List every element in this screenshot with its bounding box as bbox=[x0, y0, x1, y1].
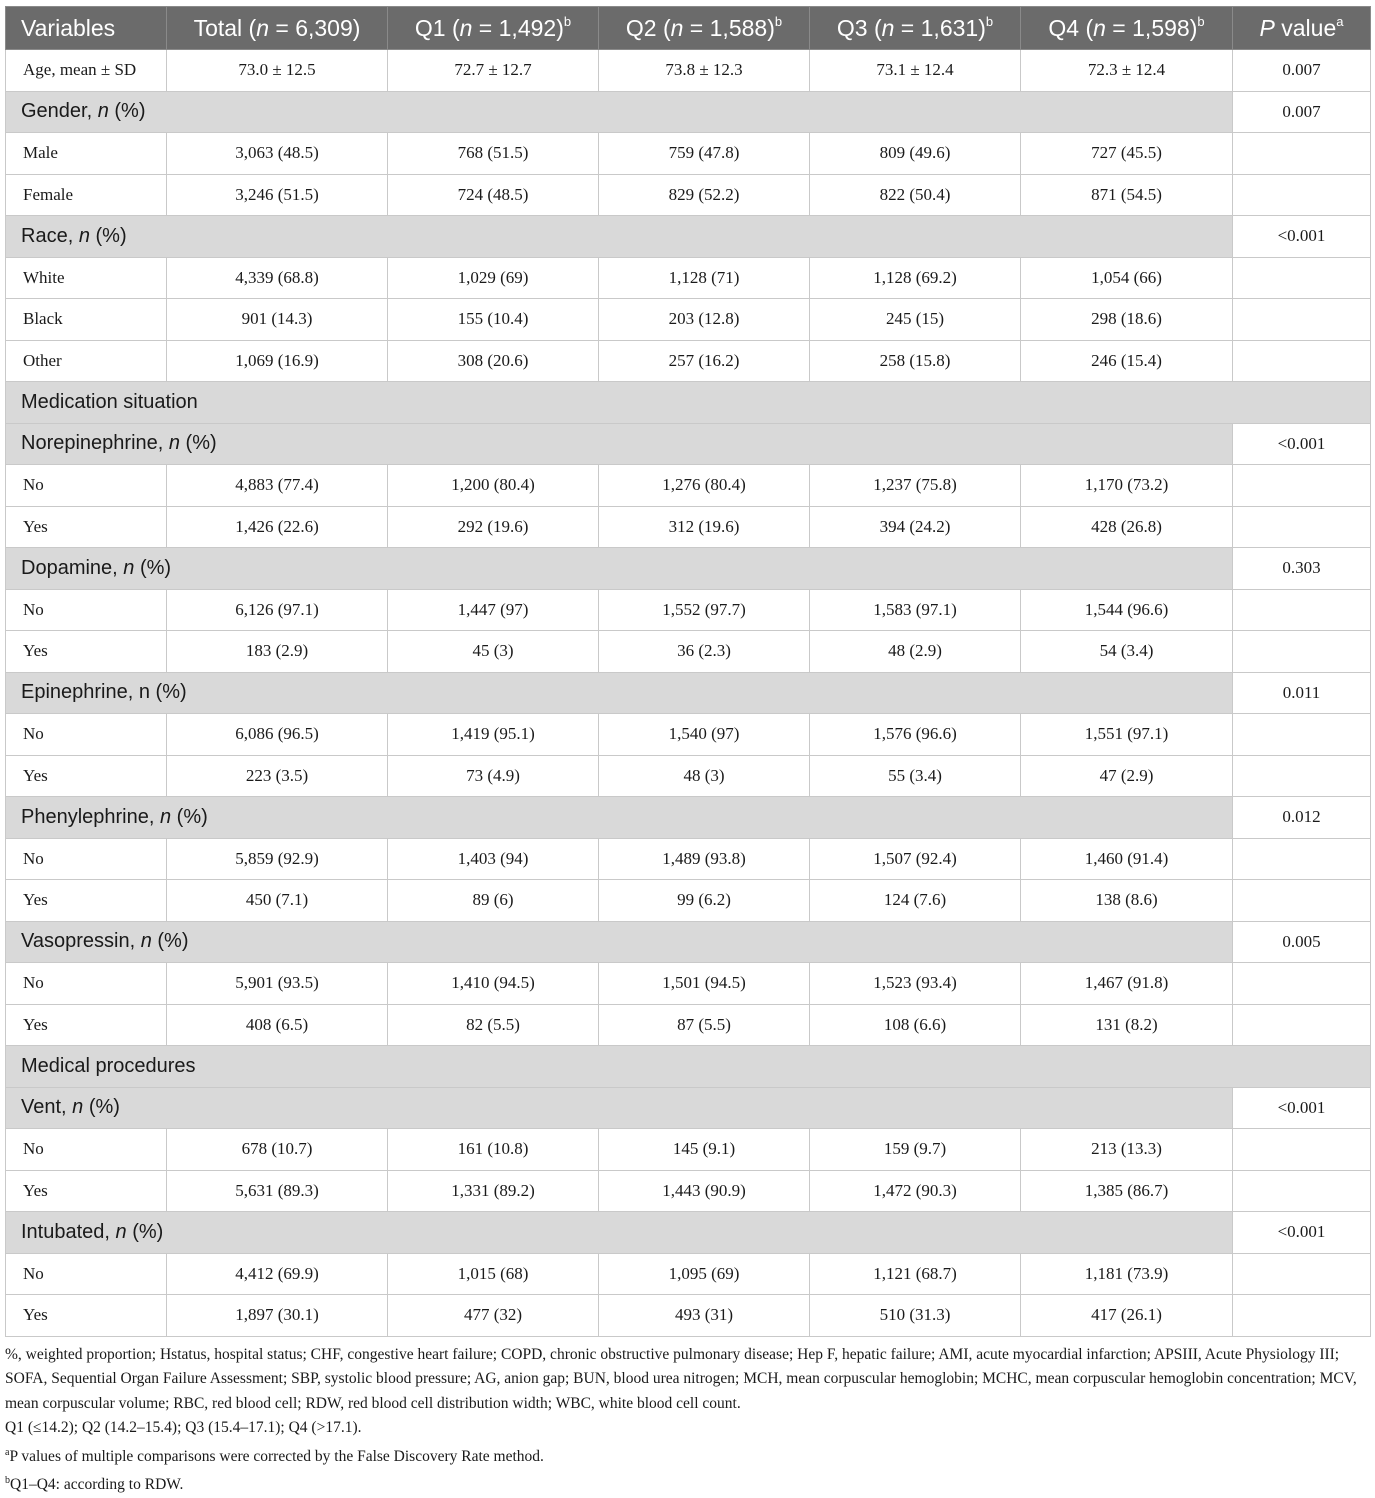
header-q3: Q3 (n = 1,631)$^b$ bbox=[810, 7, 1021, 50]
table-cell: 82 (5.5) bbox=[388, 1004, 599, 1046]
table-row bbox=[6, 340, 1371, 382]
table-cell: 183 (2.9) bbox=[167, 631, 388, 673]
table-cell bbox=[1233, 1129, 1371, 1171]
header-total: Total (n = 6,309) bbox=[167, 7, 388, 50]
table-cell bbox=[1233, 631, 1371, 673]
table-cell: 1,507 (92.4) bbox=[810, 838, 1021, 880]
table-cell: 759 (47.8) bbox=[599, 133, 810, 175]
table-cell: 1,029 (69) bbox=[388, 257, 599, 299]
row-label: No bbox=[6, 1253, 167, 1295]
table-cell: 1,544 (96.6) bbox=[1021, 589, 1233, 631]
footnote-abbreviations: %, weighted proportion; Hstatus, hospital status; CHF, congestive heart failure; COPD, chronic obstructive pulmonary disease; Hep F, hepatic failure; AMI, acute myocardial infarction; APSIII, Acute Physiology III; SOFA, Sequential Organ Failure Assessment; SBP, systolic blood pressure; AG, anion gap; BUN, blood urea nitrogen; MCH, mean corpuscular hemoglobin; MCHC, mean corpuscular hemoglobin concentration; MCV, mean corpuscular volume; RBC, red blood cell; RDW, red blood cell distribution width; WBC, white blood cell count. bbox=[5, 1345, 1357, 1412]
table-row bbox=[6, 714, 1371, 756]
table-cell: 871 (54.5) bbox=[1021, 174, 1233, 216]
row-label: Yes bbox=[6, 1295, 167, 1337]
category-banner-label: Medical procedures bbox=[6, 1046, 1371, 1088]
table-cell: 1,276 (80.4) bbox=[599, 465, 810, 507]
p-value-cell: 0.012 bbox=[1233, 797, 1371, 839]
table-cell: 1,489 (93.8) bbox=[599, 838, 810, 880]
table-cell bbox=[1233, 174, 1371, 216]
table-cell: 1,501 (94.5) bbox=[599, 963, 810, 1005]
p-value-cell: <0.001 bbox=[1233, 1087, 1371, 1129]
table-cell: 477 (32) bbox=[388, 1295, 599, 1337]
table-cell: 258 (15.8) bbox=[810, 340, 1021, 382]
table-row bbox=[6, 133, 1371, 175]
category-banner-row bbox=[6, 382, 1371, 424]
row-label: No bbox=[6, 1129, 167, 1171]
table-cell: 257 (16.2) bbox=[599, 340, 810, 382]
table-row bbox=[6, 50, 1371, 92]
table-cell: 1,181 (73.9) bbox=[1021, 1253, 1233, 1295]
table-row bbox=[6, 631, 1371, 673]
table-cell: 1,419 (95.1) bbox=[388, 714, 599, 756]
section-row bbox=[6, 423, 1371, 465]
table-cell: 809 (49.6) bbox=[810, 133, 1021, 175]
section-label: Vent, n (%) bbox=[6, 1087, 1233, 1129]
row-label: Yes bbox=[6, 1170, 167, 1212]
table-cell: 510 (31.3) bbox=[810, 1295, 1021, 1337]
row-label: Yes bbox=[6, 631, 167, 673]
header-q1: Q1 (n = 1,492)$^b$ bbox=[388, 7, 599, 50]
table-cell: 138 (8.6) bbox=[1021, 880, 1233, 922]
table-cell: 1,237 (75.8) bbox=[810, 465, 1021, 507]
table-cell: 450 (7.1) bbox=[167, 880, 388, 922]
row-label: No bbox=[6, 465, 167, 507]
table-cell: 108 (6.6) bbox=[810, 1004, 1021, 1046]
table-cell: 155 (10.4) bbox=[388, 299, 599, 341]
table-cell: 493 (31) bbox=[599, 1295, 810, 1337]
table-cell bbox=[1233, 589, 1371, 631]
p-value-cell: 0.007 bbox=[1233, 91, 1371, 133]
row-label: Female bbox=[6, 174, 167, 216]
table-cell: 1,069 (16.9) bbox=[167, 340, 388, 382]
table-row bbox=[6, 299, 1371, 341]
table-footnotes bbox=[5, 1343, 1370, 1498]
table-cell: 1,523 (93.4) bbox=[810, 963, 1021, 1005]
table-cell: 829 (52.2) bbox=[599, 174, 810, 216]
table-cell: 4,412 (69.9) bbox=[167, 1253, 388, 1295]
header-q2: Q2 (n = 1,588)$^b$ bbox=[599, 7, 810, 50]
header-variables: Variables bbox=[6, 7, 167, 50]
table-cell: 48 (2.9) bbox=[810, 631, 1021, 673]
table-cell: 1,331 (89.2) bbox=[388, 1170, 599, 1212]
table-cell: 408 (6.5) bbox=[167, 1004, 388, 1046]
row-label: No bbox=[6, 589, 167, 631]
table-cell: 131 (8.2) bbox=[1021, 1004, 1233, 1046]
p-value-cell: <0.001 bbox=[1233, 1212, 1371, 1254]
row-label: Age, mean ± SD bbox=[6, 50, 167, 92]
table-cell: 1,170 (73.2) bbox=[1021, 465, 1233, 507]
table-cell: 1,583 (97.1) bbox=[810, 589, 1021, 631]
table-row bbox=[6, 1170, 1371, 1212]
table-cell: 45 (3) bbox=[388, 631, 599, 673]
row-label: No bbox=[6, 963, 167, 1005]
p-value-cell: 0.303 bbox=[1233, 548, 1371, 590]
table-cell: 1,128 (69.2) bbox=[810, 257, 1021, 299]
table-cell: 6,126 (97.1) bbox=[167, 589, 388, 631]
table-cell: 822 (50.4) bbox=[810, 174, 1021, 216]
table-cell: 678 (10.7) bbox=[167, 1129, 388, 1171]
table-cell: 6,086 (96.5) bbox=[167, 714, 388, 756]
section-row bbox=[6, 548, 1371, 590]
header-q4: Q4 (n = 1,598)$^b$ bbox=[1021, 7, 1233, 50]
category-banner-label: Medication situation bbox=[6, 382, 1371, 424]
section-label: Phenylephrine, n (%) bbox=[6, 797, 1233, 839]
table-cell: 727 (45.5) bbox=[1021, 133, 1233, 175]
table-cell: 124 (7.6) bbox=[810, 880, 1021, 922]
table-cell: 1,897 (30.1) bbox=[167, 1295, 388, 1337]
table-cell: 54 (3.4) bbox=[1021, 631, 1233, 673]
table-cell: 203 (12.8) bbox=[599, 299, 810, 341]
section-label: Race, n (%) bbox=[6, 216, 1233, 258]
table-cell: 1,472 (90.3) bbox=[810, 1170, 1021, 1212]
table-cell: 724 (48.5) bbox=[388, 174, 599, 216]
table-row bbox=[6, 880, 1371, 922]
table-cell: 1,054 (66) bbox=[1021, 257, 1233, 299]
table-cell: 1,467 (91.8) bbox=[1021, 963, 1233, 1005]
table-cell: 1,385 (86.7) bbox=[1021, 1170, 1233, 1212]
section-row bbox=[6, 91, 1371, 133]
table-cell: 4,339 (68.8) bbox=[167, 257, 388, 299]
p-value-cell: 0.005 bbox=[1233, 921, 1371, 963]
table-header-row bbox=[6, 7, 1371, 50]
table-cell: 73.8 ± 12.3 bbox=[599, 50, 810, 92]
table-cell: 5,631 (89.3) bbox=[167, 1170, 388, 1212]
table-row bbox=[6, 1253, 1371, 1295]
row-label: Black bbox=[6, 299, 167, 341]
table-row bbox=[6, 963, 1371, 1005]
table-cell: 73 (4.9) bbox=[388, 755, 599, 797]
table-cell: 1,403 (94) bbox=[388, 838, 599, 880]
table-cell: 901 (14.3) bbox=[167, 299, 388, 341]
table-cell bbox=[1233, 963, 1371, 1005]
table-body bbox=[6, 50, 1371, 1337]
row-label: Other bbox=[6, 340, 167, 382]
table-cell: 245 (15) bbox=[810, 299, 1021, 341]
table-cell: 55 (3.4) bbox=[810, 755, 1021, 797]
table-cell: 417 (26.1) bbox=[1021, 1295, 1233, 1337]
table-row bbox=[6, 1004, 1371, 1046]
table-cell: 1,447 (97) bbox=[388, 589, 599, 631]
section-row bbox=[6, 797, 1371, 839]
table-cell: 1,200 (80.4) bbox=[388, 465, 599, 507]
table-cell: 246 (15.4) bbox=[1021, 340, 1233, 382]
row-label: Yes bbox=[6, 755, 167, 797]
table-cell bbox=[1233, 465, 1371, 507]
table-cell: 1,121 (68.7) bbox=[810, 1253, 1021, 1295]
table-cell: 213 (13.3) bbox=[1021, 1129, 1233, 1171]
row-label: No bbox=[6, 838, 167, 880]
table-row bbox=[6, 465, 1371, 507]
table-cell: 1,460 (91.4) bbox=[1021, 838, 1233, 880]
table-row bbox=[6, 174, 1371, 216]
row-label: White bbox=[6, 257, 167, 299]
table-cell: 159 (9.7) bbox=[810, 1129, 1021, 1171]
row-label: Yes bbox=[6, 880, 167, 922]
table-row bbox=[6, 506, 1371, 548]
table-cell: 145 (9.1) bbox=[599, 1129, 810, 1171]
table-cell: 223 (3.5) bbox=[167, 755, 388, 797]
table-cell: 47 (2.9) bbox=[1021, 755, 1233, 797]
table-cell: 3,246 (51.5) bbox=[167, 174, 388, 216]
table-cell bbox=[1233, 1295, 1371, 1337]
table-cell bbox=[1233, 299, 1371, 341]
table-cell bbox=[1233, 506, 1371, 548]
table-cell bbox=[1233, 880, 1371, 922]
table-cell: 72.3 ± 12.4 bbox=[1021, 50, 1233, 92]
section-label: Intubated, n (%) bbox=[6, 1212, 1233, 1254]
table-cell bbox=[1233, 1170, 1371, 1212]
table-row bbox=[6, 838, 1371, 880]
section-label: Gender, n (%) bbox=[6, 91, 1233, 133]
row-label: Yes bbox=[6, 1004, 167, 1046]
table-cell: 1,095 (69) bbox=[599, 1253, 810, 1295]
category-banner-row bbox=[6, 1046, 1371, 1088]
table-cell: 312 (19.6) bbox=[599, 506, 810, 548]
table-cell: 73.1 ± 12.4 bbox=[810, 50, 1021, 92]
table-row bbox=[6, 755, 1371, 797]
table-row bbox=[6, 1129, 1371, 1171]
table-cell: 394 (24.2) bbox=[810, 506, 1021, 548]
table-cell: 292 (19.6) bbox=[388, 506, 599, 548]
table-row bbox=[6, 257, 1371, 299]
table-cell: 1,540 (97) bbox=[599, 714, 810, 756]
footnote-a: $^a$P values of multiple comparisons were corrected by the False Discovery Rate method. bbox=[5, 1446, 544, 1465]
section-label: Vasopressin, n (%) bbox=[6, 921, 1233, 963]
section-row bbox=[6, 1087, 1371, 1129]
table-cell: 4,883 (77.4) bbox=[167, 465, 388, 507]
section-row bbox=[6, 921, 1371, 963]
table-cell: 1,426 (22.6) bbox=[167, 506, 388, 548]
table-cell bbox=[1233, 838, 1371, 880]
table-cell bbox=[1233, 755, 1371, 797]
table-cell: 5,901 (93.5) bbox=[167, 963, 388, 1005]
table-cell: 36 (2.3) bbox=[599, 631, 810, 673]
header-p-value: P value$^a$ bbox=[1233, 7, 1371, 50]
footnote-b: $^b$Q1–Q4: according to RDW. bbox=[5, 1475, 184, 1493]
p-value-cell: 0.011 bbox=[1233, 672, 1371, 714]
table-cell: 161 (10.8) bbox=[388, 1129, 599, 1171]
section-label: Norepinephrine, n (%) bbox=[6, 423, 1233, 465]
table-cell: 0.007 bbox=[1233, 50, 1371, 92]
table-cell: 1,410 (94.5) bbox=[388, 963, 599, 1005]
table-cell bbox=[1233, 714, 1371, 756]
table-cell: 3,063 (48.5) bbox=[167, 133, 388, 175]
table-cell: 308 (20.6) bbox=[388, 340, 599, 382]
table-cell: 768 (51.5) bbox=[388, 133, 599, 175]
footnote-quartiles: Q1 (≤14.2); Q2 (14.2–15.4); Q3 (15.4–17.1); Q4 (>17.1). bbox=[5, 1419, 362, 1436]
table-cell: 428 (26.8) bbox=[1021, 506, 1233, 548]
section-label: Dopamine, n (%) bbox=[6, 548, 1233, 590]
p-value-cell: <0.001 bbox=[1233, 423, 1371, 465]
section-row bbox=[6, 1212, 1371, 1254]
table-cell bbox=[1233, 257, 1371, 299]
table-cell bbox=[1233, 133, 1371, 175]
document-page bbox=[5, 6, 1370, 1498]
table-cell: 48 (3) bbox=[599, 755, 810, 797]
table-cell bbox=[1233, 340, 1371, 382]
table-cell: 87 (5.5) bbox=[599, 1004, 810, 1046]
table-cell bbox=[1233, 1004, 1371, 1046]
row-label: Male bbox=[6, 133, 167, 175]
table-cell: 1,552 (97.7) bbox=[599, 589, 810, 631]
table-cell: 72.7 ± 12.7 bbox=[388, 50, 599, 92]
table-cell: 89 (6) bbox=[388, 880, 599, 922]
row-label: Yes bbox=[6, 506, 167, 548]
table-cell: 1,128 (71) bbox=[599, 257, 810, 299]
table-cell: 5,859 (92.9) bbox=[167, 838, 388, 880]
p-value-cell: <0.001 bbox=[1233, 216, 1371, 258]
table-cell: 1,015 (68) bbox=[388, 1253, 599, 1295]
table-row bbox=[6, 1295, 1371, 1337]
baseline-characteristics-table bbox=[5, 6, 1371, 1337]
table-cell: 1,551 (97.1) bbox=[1021, 714, 1233, 756]
table-cell: 99 (6.2) bbox=[599, 880, 810, 922]
table-cell: 1,576 (96.6) bbox=[810, 714, 1021, 756]
table-cell: 73.0 ± 12.5 bbox=[167, 50, 388, 92]
section-label: Epinephrine, n (%) bbox=[6, 672, 1233, 714]
table-row bbox=[6, 589, 1371, 631]
section-row bbox=[6, 672, 1371, 714]
section-row bbox=[6, 216, 1371, 258]
table-cell bbox=[1233, 1253, 1371, 1295]
table-cell: 1,443 (90.9) bbox=[599, 1170, 810, 1212]
row-label: No bbox=[6, 714, 167, 756]
table-cell: 298 (18.6) bbox=[1021, 299, 1233, 341]
